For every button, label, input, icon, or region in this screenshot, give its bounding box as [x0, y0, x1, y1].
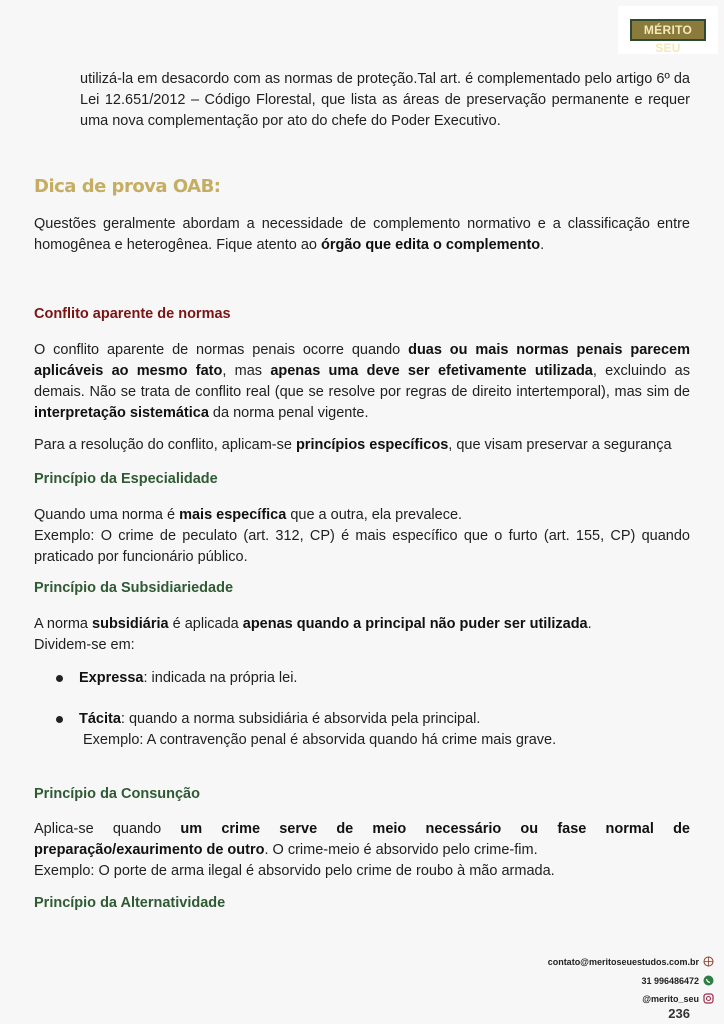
- bullet-dot: [56, 716, 63, 723]
- instagram-icon: [703, 993, 714, 1004]
- logo-area: [618, 6, 718, 54]
- dica-text-end: .: [540, 237, 545, 253]
- subsidiariedade-text: .: [587, 616, 592, 632]
- footer-email-row: [470, 956, 714, 967]
- bullet-bold: Tácita: [79, 711, 121, 727]
- subsidiariedade-bold: apenas quando a principal não puder ser utilizada: [242, 616, 588, 632]
- footer-phone[interactable]: 31 996486472: [641, 975, 699, 986]
- resolucao-paragraph: [34, 435, 690, 456]
- bullet-text: : quando a norma subsidiária é absorvida pela principal.: [120, 711, 481, 727]
- especialidade-title: Princípio da Especialidade: [34, 471, 218, 487]
- bullet-tacita-example: Exemplo: A contravenção penal é absorvida quando há crime mais grave.: [83, 732, 557, 748]
- conflito-bold: duas ou mais normas penais parecem aplicáveis ao mesmo fato: [34, 342, 690, 379]
- dica-title: Dica de prova OAB:: [34, 176, 221, 197]
- whatsapp-icon: [703, 975, 714, 986]
- intro-paragraph: utilizá-la em desacordo com as normas de proteção.Tal art. é complementado pelo artigo 6º da Lei 12.651/2012 – Código Florestal, que lista as áreas de preservação permanente e requer uma nova complementação por ato do chefe do Poder Executivo.: [80, 71, 690, 129]
- bullet-text: : indicada na própria lei.: [143, 670, 298, 686]
- consuncao-bold: um crime serve de meio necessário ou fase normal de preparação/exaurimento de outro: [34, 821, 690, 858]
- footer-instagram-row: [470, 993, 714, 1004]
- footer-phone-row: [470, 975, 714, 986]
- dica-paragraph: [34, 214, 690, 256]
- footer-email[interactable]: contato@meritoseuestudos.com.br: [547, 956, 699, 967]
- especialidade-text: que a outra, ela prevalece.: [286, 507, 463, 523]
- subsidiariedade-text: A norma: [34, 616, 93, 632]
- subsidiariedade-text: é aplicada: [168, 616, 243, 632]
- conflito-text: , mas: [222, 363, 271, 379]
- conflito-text: O conflito aparente de normas penais ocorre quando: [34, 342, 409, 358]
- conflito-text: , excluindo as demais. Não se trata de conflito real (que se resolve por regras de direito intertemporal), mas sim de: [34, 363, 690, 400]
- especialidade-bold: mais específica: [179, 507, 287, 523]
- resolucao-text: , que visam preservar a segurança: [448, 437, 672, 453]
- dica-bold: órgão que edita o complemento: [321, 237, 541, 253]
- dica-text: Questões geralmente abordam a necessidade de complemento normativo e a classificação entre homogênea e heterogênea. Fique atento ao: [34, 216, 690, 253]
- subsidiariedade-line-1: [34, 614, 690, 635]
- alternatividade-title: Princípio da Alternatividade: [34, 895, 226, 911]
- especialidade-example: Exemplo: O crime de peculato (art. 312, CP) é mais específico que o furto (art. 155, CP) quando praticado por funcionário público.: [34, 528, 690, 565]
- consuncao-example: Exemplo: O porte de arma ilegal é absorvido pelo crime de roubo à mão armada.: [34, 863, 555, 879]
- consuncao-paragraph: [34, 819, 690, 861]
- conflito-text: da norma penal vigente.: [208, 405, 369, 421]
- consuncao-text: . O crime-meio é absorvido pelo crime-fim.: [264, 842, 538, 858]
- consuncao-text: Aplica-se quando: [34, 821, 181, 837]
- web-icon: [703, 956, 714, 967]
- bullet-expressa: [79, 668, 679, 689]
- page-number: 236: [668, 1006, 690, 1021]
- brand-logo: MÉRITO SEU: [630, 19, 706, 41]
- bullet-tacita: [79, 709, 679, 730]
- bullet-dot: [56, 675, 63, 682]
- bullet-bold: Expressa: [79, 670, 144, 686]
- consuncao-title: Princípio da Consunção: [34, 786, 200, 802]
- conflito-title: Conflito aparente de normas: [34, 306, 231, 322]
- especialidade-line-1: [34, 505, 690, 526]
- subsidiariedade-line-2: Dividem-se em:: [34, 637, 135, 653]
- resolucao-bold: princípios específicos: [295, 437, 449, 453]
- resolucao-text: Para a resolução do conflito, aplicam-se: [34, 437, 296, 453]
- conflito-bold: apenas uma deve ser efetivamente utilizada: [270, 363, 593, 379]
- conflito-paragraph: [34, 340, 690, 424]
- especialidade-text: Quando uma norma é: [34, 507, 180, 523]
- footer-instagram[interactable]: @merito_seu: [642, 993, 699, 1004]
- conflito-bold: interpretação sistemática: [34, 405, 209, 421]
- subsidiariedade-bold: subsidiária: [92, 616, 169, 632]
- subsidiariedade-title: Princípio da Subsidiariedade: [34, 580, 234, 596]
